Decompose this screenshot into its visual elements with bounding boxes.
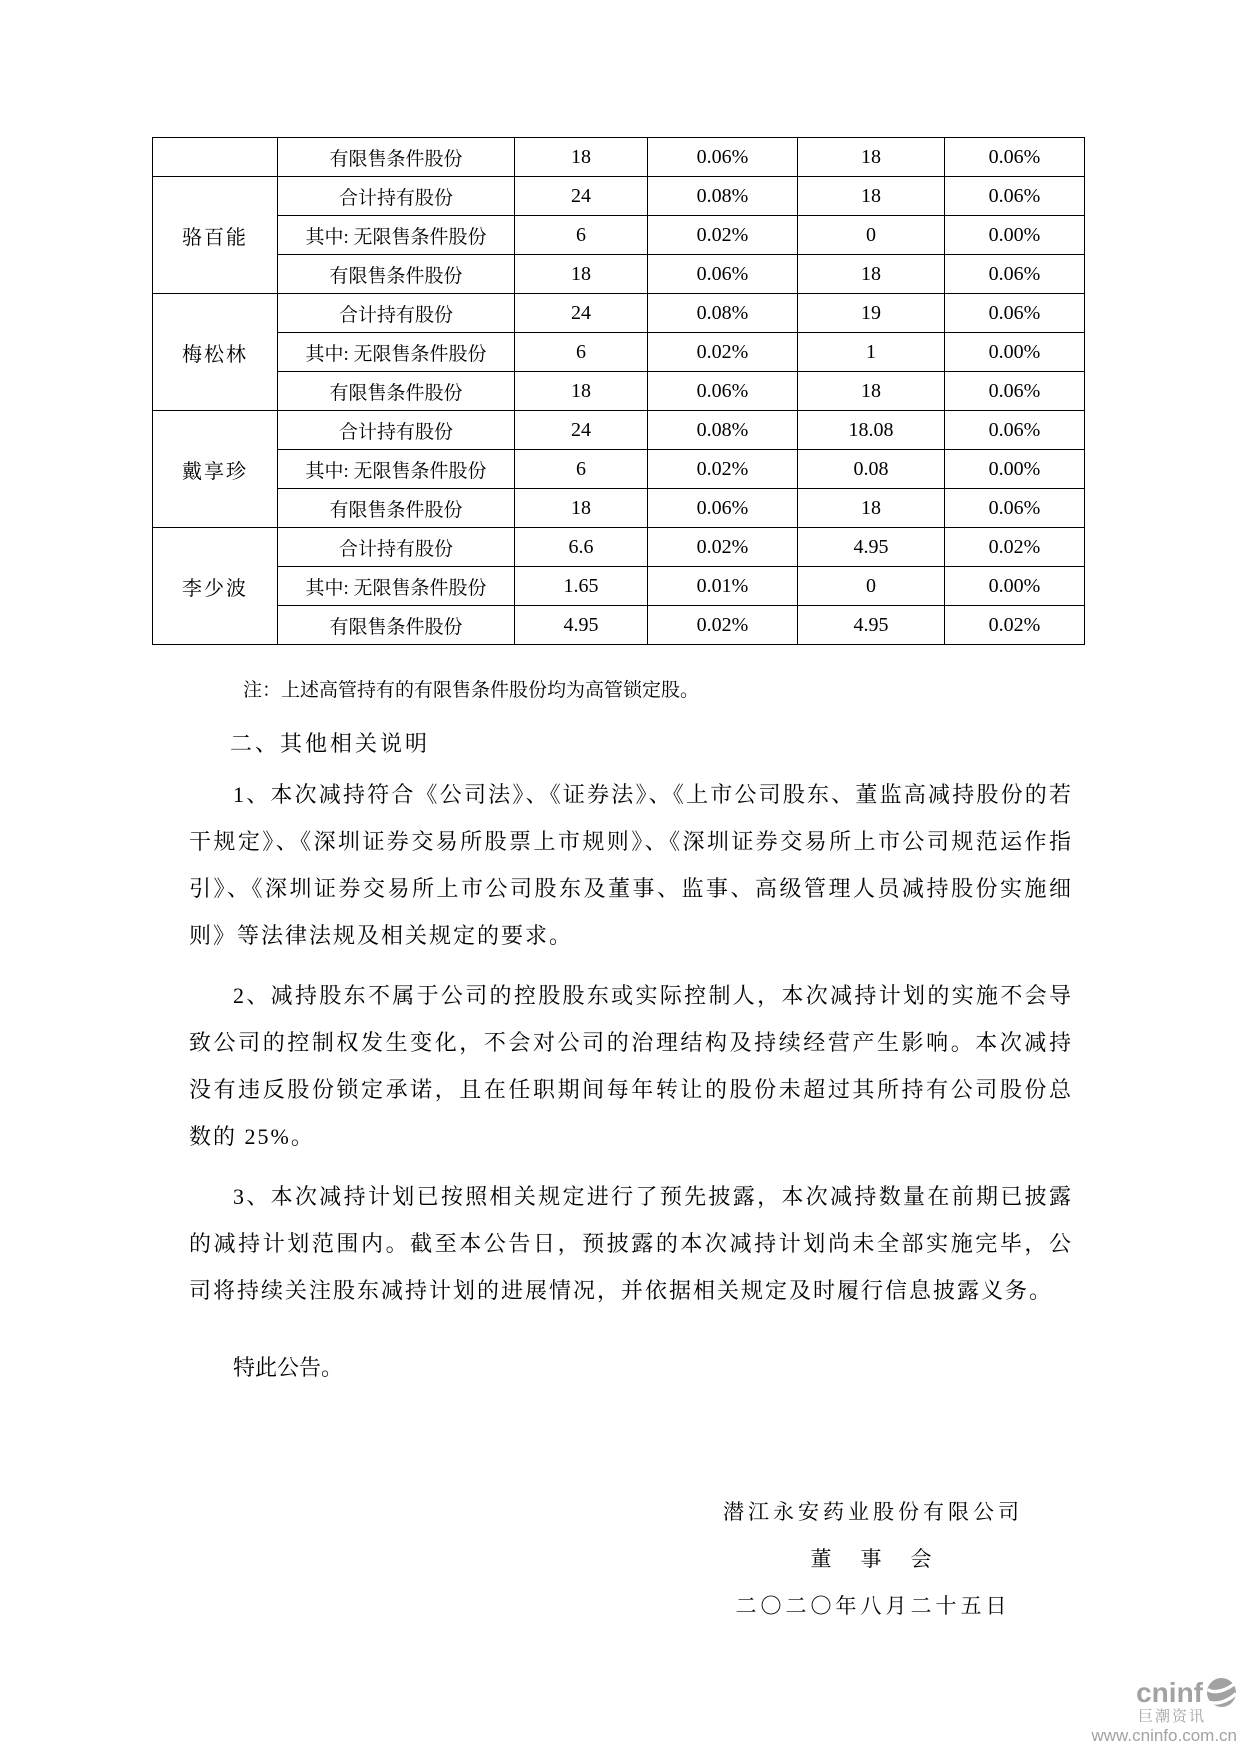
share-percent: 0.06% bbox=[648, 489, 798, 528]
share-type-label: 合计持有股份 bbox=[278, 528, 515, 567]
share-percent: 0.02% bbox=[945, 528, 1085, 567]
table-row bbox=[153, 567, 1085, 606]
share-percent: 0.02% bbox=[648, 216, 798, 255]
shareholder-name: 戴享珍 bbox=[153, 411, 278, 528]
table-row bbox=[153, 411, 1085, 450]
share-percent: 0.06% bbox=[945, 255, 1085, 294]
share-percent: 0.06% bbox=[648, 138, 798, 177]
share-value: 0.08 bbox=[798, 450, 945, 489]
company-name: 潜江永安药业股份有限公司 bbox=[723, 1500, 1023, 1524]
share-value: 18 bbox=[798, 255, 945, 294]
share-percent: 0.06% bbox=[945, 294, 1085, 333]
share-type-label: 合计持有股份 bbox=[278, 177, 515, 216]
share-type-label: 合计持有股份 bbox=[278, 294, 515, 333]
share-value: 19 bbox=[798, 294, 945, 333]
share-percent: 0.02% bbox=[648, 333, 798, 372]
share-type-label: 有限售条件股份 bbox=[278, 372, 515, 411]
share-type-label: 有限售条件股份 bbox=[278, 138, 515, 177]
table-row bbox=[153, 138, 1085, 177]
share-value: 18.08 bbox=[798, 411, 945, 450]
board-of-directors: 董 事 会 bbox=[810, 1547, 936, 1571]
share-percent: 0.00% bbox=[945, 333, 1085, 372]
shareholder-name: 李少波 bbox=[153, 528, 278, 645]
share-value: 18 bbox=[515, 255, 648, 294]
share-value: 18 bbox=[798, 138, 945, 177]
share-value: 18 bbox=[515, 489, 648, 528]
share-value: 6 bbox=[515, 333, 648, 372]
cninfo-watermark bbox=[1092, 1677, 1238, 1746]
table-row bbox=[153, 372, 1085, 411]
share-value: 24 bbox=[515, 177, 648, 216]
share-percent: 0.06% bbox=[648, 255, 798, 294]
paragraph-2: 2、减持股东不属于公司的控股股东或实际控制人，本次减持计划的实施不会导致公司的控制权发生变化，不会对公司的治理结构及持续经营产生影响。本次减持没有违反股份锁定承诺，且在任职期间每年转让的股份未超过其所持有公司股份总数的 25%。 bbox=[189, 983, 1073, 1149]
share-percent: 0.02% bbox=[648, 450, 798, 489]
share-type-label: 其中: 无限售条件股份 bbox=[278, 333, 515, 372]
share-percent: 0.06% bbox=[945, 138, 1085, 177]
closing-statement: 特此公告。 bbox=[233, 1355, 344, 1380]
share-percent: 0.01% bbox=[648, 567, 798, 606]
table-row bbox=[153, 294, 1085, 333]
share-percent: 0.00% bbox=[945, 450, 1085, 489]
share-value: 0 bbox=[798, 216, 945, 255]
share-type-label: 其中: 无限售条件股份 bbox=[278, 450, 515, 489]
share-percent: 0.08% bbox=[648, 411, 798, 450]
section-heading: 二、其他相关说明 bbox=[230, 731, 431, 756]
paragraph-1: 1、本次减持符合《公司法》、《证券法》、《上市公司股东、董监高减持股份的若干规定》、《深圳证券交易所股票上市规则》、《深圳证券交易所上市公司规范运作指引》、《深圳证券交易所上市公司股东及董事、监事、高级管理人员减持股份实施细则》等法律法规及相关规定的要求。 bbox=[189, 782, 1073, 948]
signature-block bbox=[708, 1489, 1038, 1630]
share-percent: 0.02% bbox=[648, 606, 798, 645]
share-value: 24 bbox=[515, 294, 648, 333]
share-type-label: 其中: 无限售条件股份 bbox=[278, 567, 515, 606]
shareholder-name: 梅松林 bbox=[153, 294, 278, 411]
share-value: 0 bbox=[798, 567, 945, 606]
table-row bbox=[153, 606, 1085, 645]
table-note: 注：上述高管持有的有限售条件股份均为高管锁定股。 bbox=[243, 680, 700, 701]
table-row bbox=[153, 489, 1085, 528]
share-value: 18 bbox=[515, 372, 648, 411]
share-percent: 0.02% bbox=[648, 528, 798, 567]
shareholder-name: 骆百能 bbox=[153, 177, 278, 294]
table-row bbox=[153, 333, 1085, 372]
cninfo-brand-text: 巨潮资讯 bbox=[1137, 1708, 1206, 1725]
announcement-date: 二〇二〇年八月二十五日 bbox=[735, 1594, 1011, 1618]
table-row bbox=[153, 255, 1085, 294]
table-row bbox=[153, 216, 1085, 255]
shareholding-table bbox=[152, 137, 1085, 645]
share-value: 6 bbox=[515, 216, 648, 255]
share-type-label: 有限售条件股份 bbox=[278, 489, 515, 528]
share-value: 1 bbox=[798, 333, 945, 372]
share-percent: 0.02% bbox=[945, 606, 1085, 645]
share-value: 18 bbox=[798, 177, 945, 216]
share-value: 18 bbox=[798, 489, 945, 528]
share-value: 18 bbox=[515, 138, 648, 177]
cninfo-logo bbox=[1092, 1677, 1238, 1708]
share-percent: 0.06% bbox=[945, 489, 1085, 528]
shareholder-name-empty bbox=[153, 138, 278, 177]
cninfo-swoosh-icon bbox=[1206, 1677, 1237, 1708]
paragraph-3: 3、本次减持计划已按照相关规定进行了预先披露，本次减持数量在前期已披露的减持计划范围内。截至本公告日，预披露的本次减持计划尚未全部实施完毕，公司将持续关注股东减持计划的进展情况，并依据相关规定及时履行信息披露义务。 bbox=[189, 1184, 1073, 1303]
share-value: 4.95 bbox=[515, 606, 648, 645]
share-percent: 0.06% bbox=[945, 372, 1085, 411]
document-body bbox=[189, 648, 1073, 1391]
share-value: 6 bbox=[515, 450, 648, 489]
share-value: 4.95 bbox=[798, 528, 945, 567]
share-percent: 0.06% bbox=[945, 177, 1085, 216]
share-percent: 0.00% bbox=[945, 567, 1085, 606]
share-value: 1.65 bbox=[515, 567, 648, 606]
share-type-label: 其中: 无限售条件股份 bbox=[278, 216, 515, 255]
share-percent: 0.06% bbox=[648, 372, 798, 411]
share-value: 24 bbox=[515, 411, 648, 450]
cninfo-logo-text: cninf bbox=[1136, 1676, 1203, 1708]
share-percent: 0.06% bbox=[945, 411, 1085, 450]
share-percent: 0.00% bbox=[945, 216, 1085, 255]
share-type-label: 有限售条件股份 bbox=[278, 606, 515, 645]
cninfo-url-text: www.cninfo.com.cn bbox=[1091, 1726, 1237, 1745]
share-percent: 0.08% bbox=[648, 177, 798, 216]
share-percent: 0.08% bbox=[648, 294, 798, 333]
share-type-label: 有限售条件股份 bbox=[278, 255, 515, 294]
table-row bbox=[153, 450, 1085, 489]
share-value: 6.6 bbox=[515, 528, 648, 567]
table-row bbox=[153, 528, 1085, 567]
share-value: 18 bbox=[798, 372, 945, 411]
share-value: 4.95 bbox=[798, 606, 945, 645]
share-type-label: 合计持有股份 bbox=[278, 411, 515, 450]
table-row bbox=[153, 177, 1085, 216]
